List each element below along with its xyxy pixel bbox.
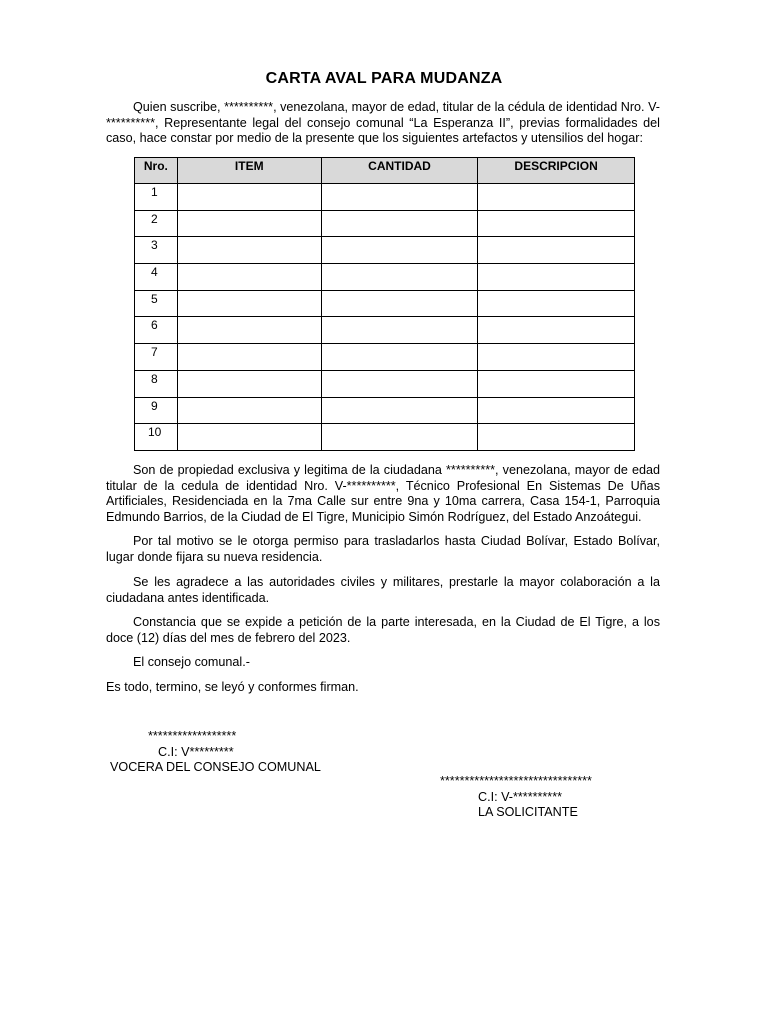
row-number: 9 <box>135 397 178 424</box>
table-row <box>135 290 635 317</box>
intro-paragraph: Quien suscribe, **********, venezolana, mayor de edad, titular de la cédula de identidad Nro. V-**********, Representante legal del consejo comunal “La Esperanza II”, previas formalidades del caso, hace constar por medio de la presente que los siguientes artefactos y utensilios del hogar: <box>106 100 660 145</box>
item-cell <box>177 317 321 344</box>
cantidad-cell <box>321 317 477 344</box>
closing-paragraph: Es todo, termino, se leyó y conformes firman. <box>106 680 359 694</box>
table-row <box>135 370 635 397</box>
cantidad-cell <box>321 370 477 397</box>
item-cell <box>177 264 321 291</box>
ownership-paragraph: Son de propiedad exclusiva y legitima de la ciudadana **********, venezolana, mayor de edad titular de la cedula de identidad Nro. V-**********, Técnico Profesional En Sistemas De Uñas Artificiales, Residenciada en la 7ma Calle sur entre 9na y 10ma carrera, Casa 154-1, Parroquia Edmundo Barrios, de la Ciudad de El Tigre, Municipio Simón Rodríguez, del Estado Anzoátegui. <box>106 463 660 524</box>
item-cell <box>177 210 321 237</box>
header-descripcion: DESCRIPCION <box>478 158 635 184</box>
cantidad-cell <box>321 264 477 291</box>
table-row <box>135 397 635 424</box>
row-number: 5 <box>135 290 178 317</box>
descripcion-cell <box>478 237 635 264</box>
descripcion-cell <box>478 264 635 291</box>
cantidad-cell <box>321 184 477 211</box>
item-cell <box>177 237 321 264</box>
table-row <box>135 317 635 344</box>
cantidad-cell <box>321 210 477 237</box>
row-number: 3 <box>135 237 178 264</box>
row-number: 4 <box>135 264 178 291</box>
items-table <box>134 157 635 451</box>
row-number: 10 <box>135 424 178 451</box>
descripcion-cell <box>478 344 635 371</box>
item-cell <box>177 424 321 451</box>
vocera-ci: C.I: V********* <box>158 745 234 759</box>
constancy-paragraph: Constancia que se expide a petición de la parte interesada, en la Ciudad de El Tigre, a los doce (12) días del mes de febrero del 2023. <box>106 615 660 645</box>
solicitante-ci: C.I: V-********** <box>478 790 562 804</box>
item-cell <box>177 290 321 317</box>
vocera-signature-line: ****************** <box>148 729 237 743</box>
cantidad-cell <box>321 344 477 371</box>
descripcion-cell <box>478 370 635 397</box>
item-cell <box>177 344 321 371</box>
table-row <box>135 344 635 371</box>
row-number: 8 <box>135 370 178 397</box>
table-row <box>135 210 635 237</box>
descripcion-cell <box>478 317 635 344</box>
document-title: CARTA AVAL PARA MUDANZA <box>265 70 503 87</box>
solicitante-role: LA SOLICITANTE <box>478 805 578 819</box>
descripcion-cell <box>478 424 635 451</box>
row-number: 1 <box>135 184 178 211</box>
solicitante-signature-line: ******************************* <box>440 774 592 788</box>
table-row <box>135 264 635 291</box>
gratitude-paragraph: Se les agradece a las autoridades civiles y militares, prestarle la mayor colaboración a la ciudadana antes identificada. <box>106 575 660 605</box>
item-cell <box>177 397 321 424</box>
cantidad-cell <box>321 290 477 317</box>
row-number: 6 <box>135 317 178 344</box>
council-paragraph: El consejo comunal.- <box>133 655 250 669</box>
header-cantidad: CANTIDAD <box>321 158 477 184</box>
table-row <box>135 424 635 451</box>
table-row <box>135 184 635 211</box>
vocera-role: VOCERA DEL CONSEJO COMUNAL <box>110 760 321 774</box>
table-header-row <box>135 158 635 184</box>
item-cell <box>177 370 321 397</box>
descripcion-cell <box>478 210 635 237</box>
row-number: 2 <box>135 210 178 237</box>
descripcion-cell <box>478 184 635 211</box>
descripcion-cell <box>478 397 635 424</box>
item-cell <box>177 184 321 211</box>
permission-paragraph: Por tal motivo se le otorga permiso para trasladarlos hasta Ciudad Bolívar, Estado Bolívar, lugar donde fijara su nueva residencia. <box>106 534 660 564</box>
row-number: 7 <box>135 344 178 371</box>
cantidad-cell <box>321 237 477 264</box>
header-item: ITEM <box>177 158 321 184</box>
cantidad-cell <box>321 397 477 424</box>
cantidad-cell <box>321 424 477 451</box>
table-row <box>135 237 635 264</box>
header-nro: Nro. <box>135 158 178 184</box>
descripcion-cell <box>478 290 635 317</box>
